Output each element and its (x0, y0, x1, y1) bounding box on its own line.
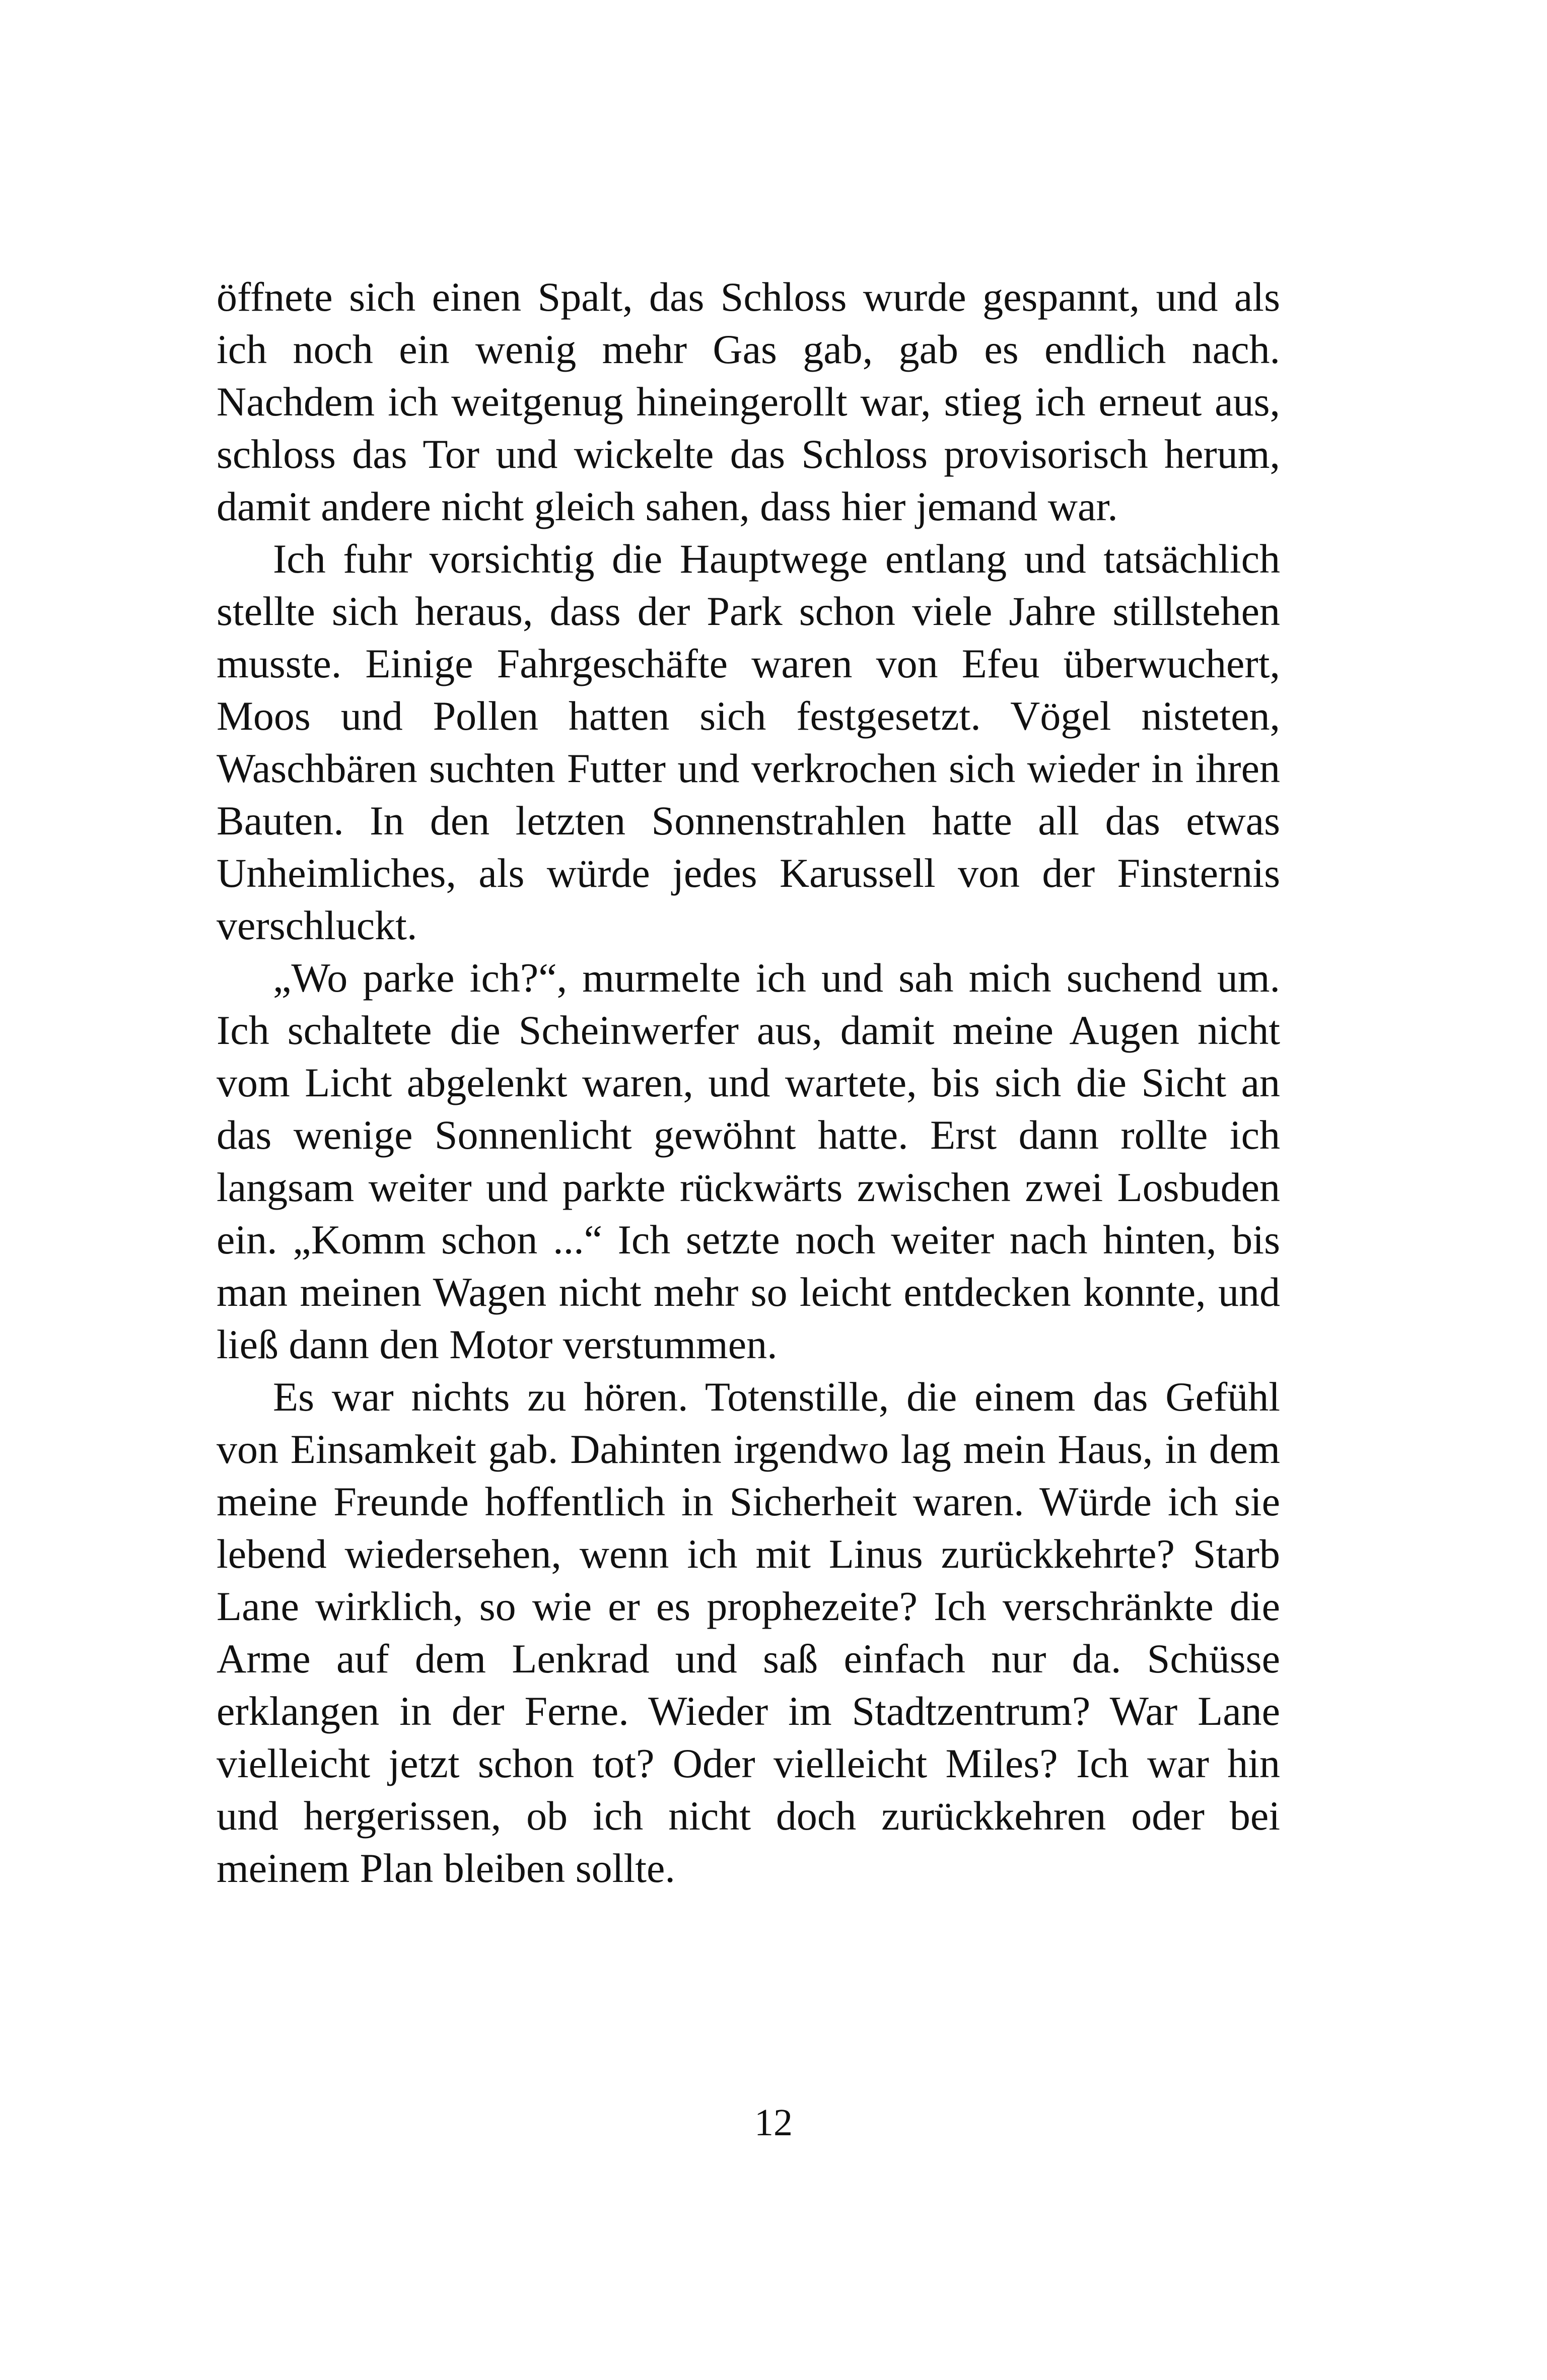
body-text (217, 271, 1280, 1895)
page-number: 12 (754, 2102, 793, 2144)
paragraph-4: Es war nichts zu hören. Totenstille, die einem das Gefühl von Einsamkeit gab. Dahinten irgendwo lag mein Haus, in dem meine Freunde hoffentlich in Sicherheit waren. Würde ich sie lebend wiedersehen, wenn ich mit Linus zurückkehrte? Starb Lane wirklich, so wie er es prophezeite? Ich verschränkte die Arme auf dem Lenkrad und saß einfach nur da. Schüsse erklangen in der Ferne. Wieder im Stadtzentrum? War Lane vielleicht jetzt schon tot? Oder vielleicht Miles? Ich war hin und hergerissen, ob ich nicht doch zurückkehren oder bei meinem Plan bleiben sollte. (217, 1374, 1280, 1891)
paragraph-3: „Wo parke ich?“, murmelte ich und sah mich suchend um. Ich schaltete die Scheinwerfer aus, damit meine Augen nicht vom Licht abgelenkt waren, und wartete, bis sich die Sicht an das wenige Sonnenlicht gewöhnt hatte. Erst dann rollte ich langsam weiter und parkte rückwärts zwischen zwei Losbuden ein. „Komm schon ...“ Ich setzte noch weiter nach hinten, bis man meinen Wagen nicht mehr so leicht entdecken konnte, und ließ dann den Motor verstummen. (217, 955, 1280, 1367)
paragraph-2: Ich fuhr vorsichtig die Hauptwege entlang und tatsächlich stellte sich heraus, dass der Park schon viele Jahre stillstehen musste. Einige Fahrgeschäfte waren von Efeu überwuchert, Moos und Pollen hatten sich festgesetzt. Vögel nisteten, Waschbären suchten Futter und verkrochen sich wieder in ihren Bauten. In den letzten Sonnenstrahlen hatte all das etwas Unheimliches, als würde jedes Karussell von der Finsternis verschluckt. (217, 536, 1280, 948)
paragraph-1: öffnete sich einen Spalt, das Schloss wurde gespannt, und als ich noch ein wenig mehr Gas gab, gab es endlich nach. Nachdem ich weitgenug hineingerollt war, stieg ich erneut aus, schloss das Tor und wickelte das Schloss provisorisch herum, damit andere nicht gleich sahen, dass hier jemand war. (217, 274, 1280, 529)
